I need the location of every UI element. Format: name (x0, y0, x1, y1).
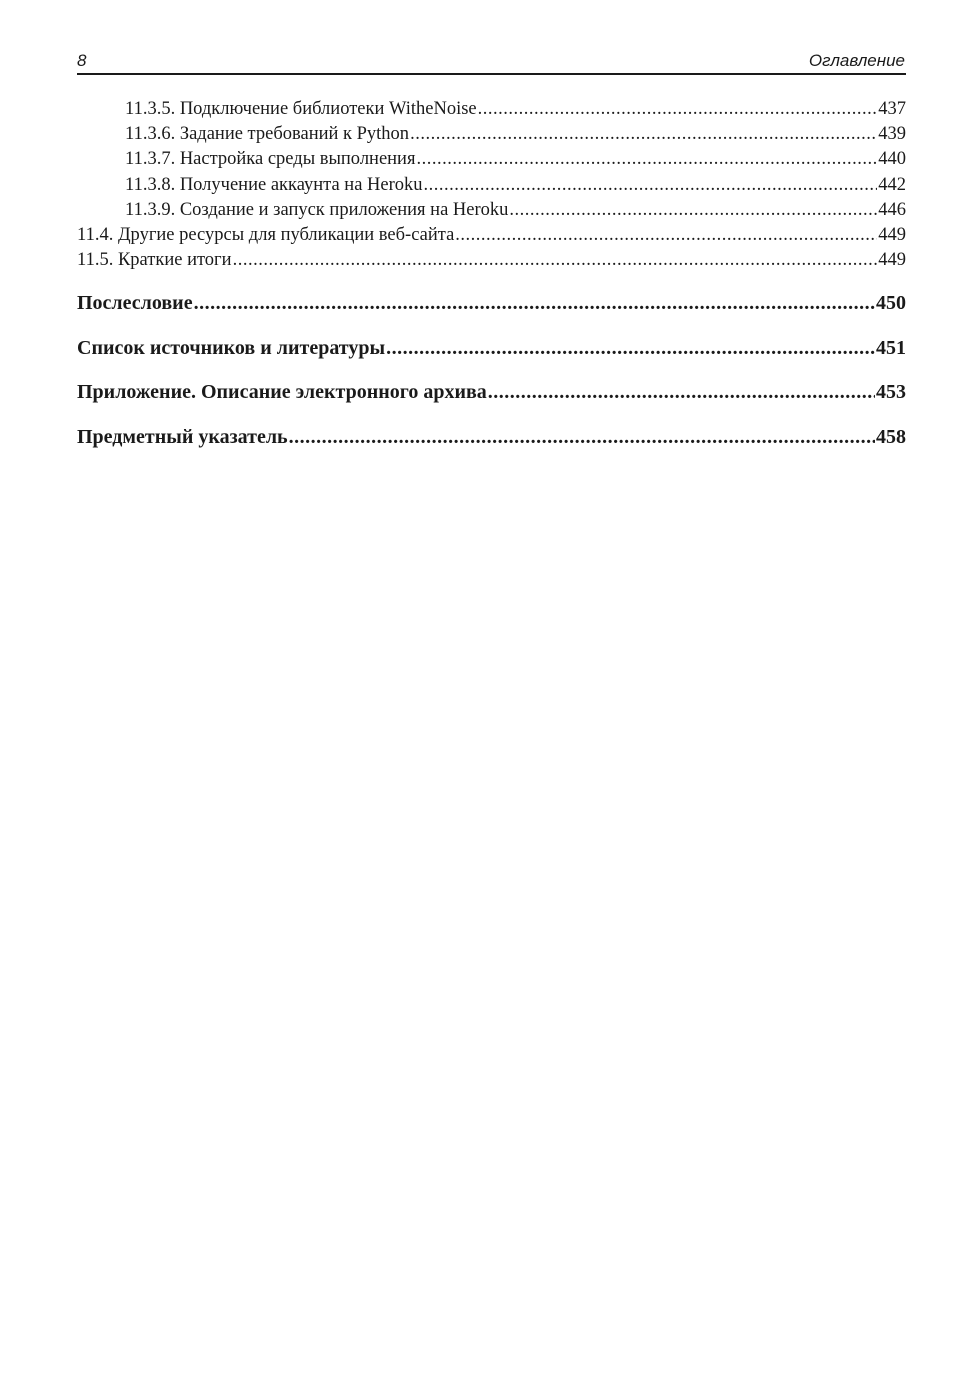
toc-entry-title: 11.5. Краткие итоги (77, 250, 232, 271)
toc-entry-subject-index[interactable] (77, 415, 906, 460)
toc-entry-page: 440 (878, 149, 906, 170)
toc-entry-11-3-5[interactable] (77, 97, 906, 122)
dot-leader (416, 147, 877, 172)
dot-leader (410, 122, 877, 147)
toc-entry-page: 439 (878, 124, 906, 145)
toc-entry-11-3-9[interactable] (77, 198, 906, 223)
dot-leader (289, 415, 875, 460)
toc-entry-page: 458 (876, 425, 906, 448)
toc-entry-title: 11.3.6. Задание требований к Python (125, 124, 410, 145)
toc-entry-11-3-8[interactable] (77, 173, 906, 198)
toc-entry-title: 11.3.9. Создание и запуск приложения на Heroku (125, 199, 509, 220)
toc-entry-11-3-6[interactable] (77, 122, 906, 147)
toc-entry-page: 449 (878, 224, 906, 245)
toc-entry-page: 446 (878, 199, 906, 220)
running-header (77, 51, 906, 75)
toc-entry-page: 451 (876, 336, 906, 359)
toc-entry-page: 450 (876, 292, 906, 315)
toc-entry-title: 11.3.5. Подключение библиотеки WitheNoise (125, 99, 477, 119)
toc-entry-title: 11.3.8. Получение аккаунта на Heroku (125, 174, 423, 195)
toc-entry-11-5[interactable] (77, 248, 906, 273)
toc-entry-title: Список источников и литературы (77, 336, 386, 359)
dot-leader (455, 223, 877, 248)
toc-entry-title: Предметный указатель (77, 425, 288, 448)
toc-entry-11-4[interactable] (77, 223, 906, 248)
toc-entry-title: 11.3.7. Настройка среды выполнения (125, 149, 416, 170)
dot-leader (478, 97, 878, 122)
toc-entry-afterword[interactable] (77, 281, 906, 326)
toc-entry-appendix[interactable] (77, 370, 906, 415)
toc-entry-page: 442 (878, 174, 906, 195)
toc-entry-11-3-7[interactable] (77, 147, 906, 172)
toc-entry-page: 437 (878, 99, 906, 119)
dot-leader (509, 198, 877, 223)
toc-entry-page: 449 (878, 250, 906, 271)
toc-entry-bibliography[interactable] (77, 326, 906, 371)
dot-leader (424, 173, 878, 198)
running-title: Оглавление (808, 51, 905, 70)
dot-leader (233, 248, 878, 273)
page-number: 8 (77, 51, 87, 70)
dot-leader (488, 370, 875, 415)
dot-leader (386, 326, 875, 371)
toc-entry-title: 11.4. Другие ресурсы для публикации веб-сайта (77, 224, 455, 245)
toc-entry-title: Приложение. Описание электронного архива (77, 381, 487, 404)
table-of-contents (77, 97, 906, 459)
toc-entry-title: Послесловие (77, 292, 193, 315)
dot-leader (194, 281, 875, 326)
toc-entry-page: 453 (876, 381, 906, 404)
